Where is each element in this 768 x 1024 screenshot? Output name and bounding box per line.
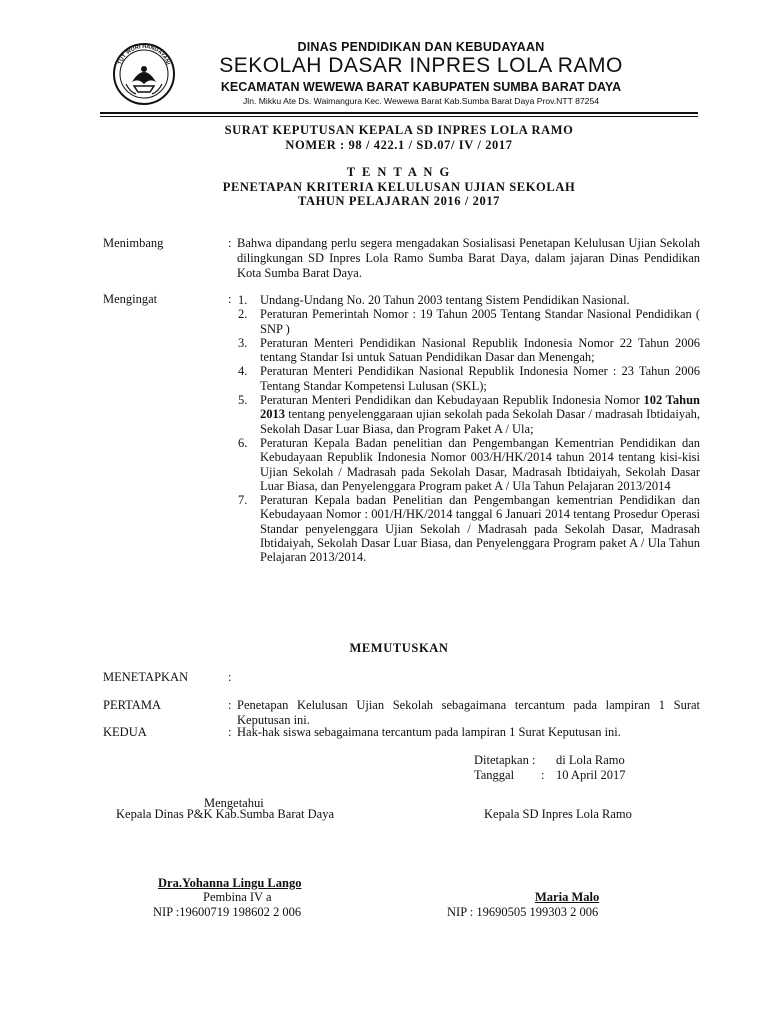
mengingat-colon: : xyxy=(228,292,232,306)
mengingat-label: Mengingat xyxy=(103,292,158,306)
district-name: KECAMATAN WEWEWA BARAT KABUPATEN SUMBA BARAT DAYA xyxy=(220,80,622,94)
acknowledged-label: Mengetahui xyxy=(204,796,264,810)
menimbang-colon: : xyxy=(228,236,232,250)
tut-wuri-handayani-emblem-icon xyxy=(104,42,184,106)
issued-date-label: Tanggal xyxy=(474,768,515,782)
right-signer-name: Maria Malo xyxy=(535,890,600,904)
left-signer-rank: Pembina IV a xyxy=(203,890,272,904)
letterhead-text xyxy=(196,40,646,106)
issued-place: di Lola Ramo xyxy=(556,753,625,767)
memutuskan-heading: MEMUTUSKAN xyxy=(349,641,449,655)
issued-date-colon: : xyxy=(541,768,545,782)
mengingat-list xyxy=(238,293,700,565)
kedua-label: KEDUA xyxy=(103,725,147,739)
list-item: 5. Peraturan Menteri Pendidikan dan Kebudayaan Republik Indonesia Nomor 102 Tahun 2013 tentang penyelenggaraan ujian sekolah pada Sekolah Dasar / madrasah Ibtidaiyah, Sekolah Dasar Luar Biasa, dan Program Paket A / Ula; xyxy=(238,393,700,436)
issued-place-label: Ditetapkan : xyxy=(474,753,536,767)
left-signer-position: Kepala Dinas P&K Kab.Sumba Barat Daya xyxy=(116,807,334,821)
issued-date: 10 April 2017 xyxy=(556,768,626,782)
list-item: 6. Peraturan Kepala Badan penelitian dan Pengembangan Kementrian Pendidikan dan Kebudayaan Republik Indonesia Nomor 003/H/HK/2014 tahun 2014 tentang kisi-kisi Ujian Sekolah / Madrasah pada Sekolah Dasar, Madrasah Ibtidaiyah, Sekolah Dasar Luar Biasa, dan Penyelenggara Program paket A / Ula Tahun Pelajaran 2013/2014 xyxy=(238,435,700,493)
pertama-label: PERTAMA xyxy=(103,698,161,712)
list-item: 2. Peraturan Pemerintah Nomor : 19 Tahun 2005 Tentang Standar Nasional Pendidikan ( SNP ) xyxy=(238,307,700,336)
left-signer-name: Dra.Yohanna Lingu Lango xyxy=(158,876,302,890)
decree-title: SURAT KEPUTUSAN KEPALA SD INPRES LOLA RAMO xyxy=(224,123,574,137)
menetapkan-colon: : xyxy=(228,670,232,684)
pertama-colon: : xyxy=(228,698,232,712)
menimbang-label: Menimbang xyxy=(103,236,164,250)
kedua-text: Hak-hak siswa sebagaimana tercantum pada lampiran 1 Surat Keputusan ini. xyxy=(237,725,621,739)
about-heading: T E N T A N G xyxy=(346,165,452,179)
pertama-text: Penetapan Kelulusan Ujian Sekolah sebagaimana tercantum pada lampiran 1 Surat Keputusan ini. xyxy=(237,698,700,727)
letterhead xyxy=(100,40,660,110)
list-item: 1. Undang-Undang No. 20 Tahun 2003 tentang Sistem Pendidikan Nasional. xyxy=(238,293,630,307)
school-address: Jln. Mikku Ate Ds. Waimangura Kec. Wewewa Barat Kab.Sumba Barat Daya Prov.NTT 87254 xyxy=(243,96,599,106)
decree-number: NOMER : 98 / 422.1 / SD.07/ IV / 2017 xyxy=(285,138,513,152)
letterhead-rule-thick xyxy=(100,112,698,114)
school-name: SEKOLAH DASAR INPRES LOLA RAMO xyxy=(219,54,623,77)
letterhead-rule-thin xyxy=(100,116,698,117)
list-item: 3. Peraturan Menteri Pendidikan Nasional Republik Indonesia Nomor 22 Tahun 2006 tentang Standar Isi untuk Satuan Pendidikan Dasar dan Menengah; xyxy=(238,335,700,365)
agency-name: DINAS PENDIDIKAN DAN KEBUDAYAAN xyxy=(297,40,545,54)
right-signer-nip: NIP : 19690505 199303 2 006 xyxy=(447,905,599,919)
list-item: 7. Peraturan Kepala badan Penelitian dan Pengembangan kementrian Pendidikan dan Kebudayaan Nomor : 001/H/HK/2014 tanggal 6 Januari 2014 tentang Prosedur Operasi Standar penyelenggara Ujian Sekolah / Madrasah pada Sekolah Dasar, Madrasah Ibtidaiyah, Sekolah Dasar Luar Biasa, dan Penyelenggara Program paket A / Ula Tahun Pelajaran 2013/2014. xyxy=(238,493,700,565)
list-item: 4. Peraturan Menteri Pendidikan Nasional Republik Indonesia Nomer : 23 Tahun 2006 Tentang Standar Kompetensi Lulusan (SKL); xyxy=(238,364,700,393)
menimbang-text: Bahwa dipandang perlu segera mengadakan Sosialisasi Penetapan Kelulusan Ujian Sekolah dilingkungan SD Inpres Lola Ramo Sumba Barat Daya, dalam jajaran Dinas Pendidikan Kota Sumba Barat Daya. xyxy=(237,236,700,280)
left-signer-nip: NIP :19600719 198602 2 006 xyxy=(153,905,302,919)
right-signer-position: Kepala SD Inpres Lola Ramo xyxy=(484,807,632,821)
decree-subject: PENETAPAN KRITERIA KELULUSAN UJIAN SEKOLAH xyxy=(222,180,576,194)
svg-text:TUT WURI HANDAYANI: TUT WURI HANDAYANI xyxy=(117,43,171,66)
decree-subject-year: TAHUN PELAJARAN 2016 / 2017 xyxy=(297,194,501,208)
kedua-colon: : xyxy=(228,725,232,739)
menetapkan-label: MENETAPKAN xyxy=(103,670,189,684)
